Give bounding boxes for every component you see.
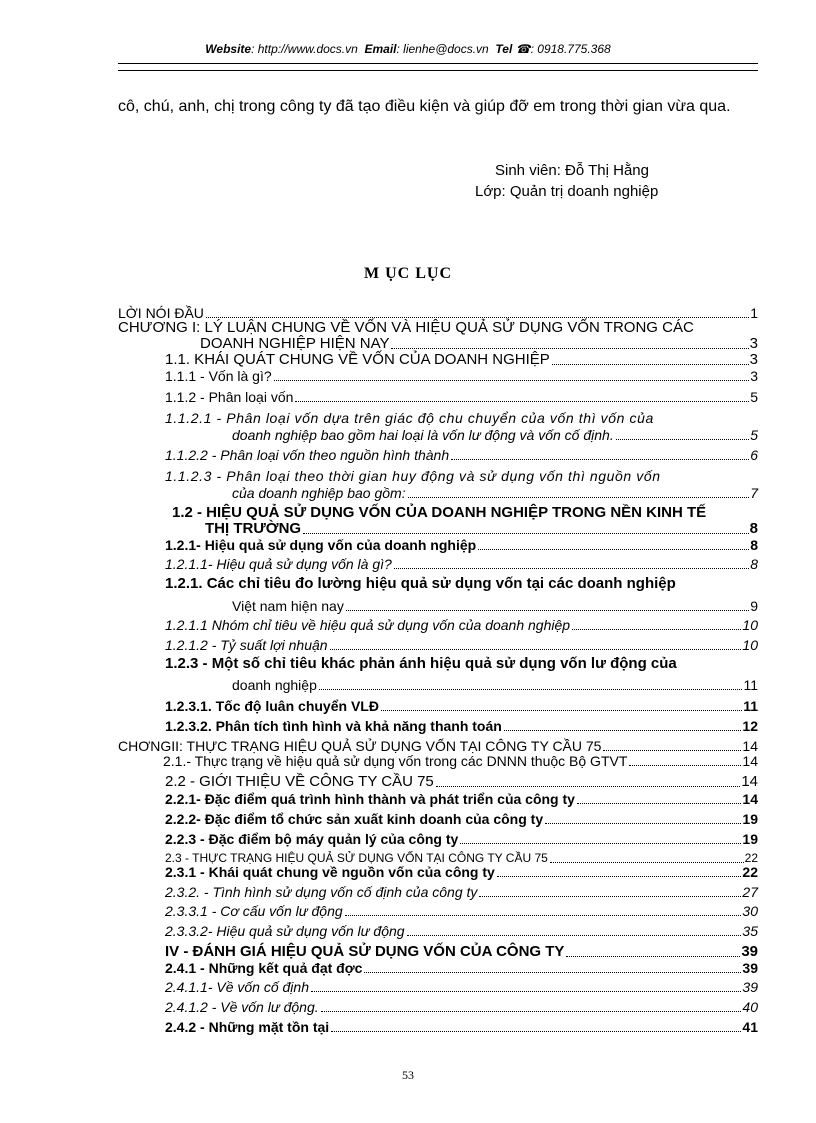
- phone-icon: ☎: [515, 42, 531, 56]
- toc-text: 1.1. KHÁI QUÁT CHUNG VỀ VỐN CỦA DOANH NGHIỆP: [165, 351, 550, 368]
- toc-leader: [381, 710, 742, 711]
- toc-text: 1.1.2.2 - Phân loại vốn theo nguồn hình thành: [165, 447, 450, 463]
- toc-page: 14: [742, 753, 758, 769]
- toc-text: DOANH NGHIỆP HIỆN NAY: [200, 335, 390, 352]
- toc-page: 39: [742, 960, 758, 976]
- toc-leader: [552, 364, 749, 365]
- page-header: [0, 42, 816, 56]
- toc-leader: [391, 348, 748, 349]
- toc-text: 1.2.1.1 Nhóm chỉ tiêu về hiệu quả sử dụng vốn của doanh nghiệp: [165, 617, 571, 633]
- toc-entry[interactable]: [165, 637, 758, 653]
- toc-page: 3: [749, 335, 758, 352]
- toc-entry[interactable]: [165, 410, 654, 426]
- toc-text: 1.2.3.1. Tốc độ luân chuyển VLĐ: [165, 698, 379, 714]
- toc-entry[interactable]: [165, 811, 758, 827]
- toc-leader: [616, 439, 749, 440]
- toc-leader: [295, 401, 749, 402]
- signature-student: Sinh viên: Đỗ Thị Hằng: [495, 162, 649, 179]
- toc-text: 1.2.3 - Một số chỉ tiêu khác phản ánh hiệu quả sử dụng vốn lư động của: [165, 655, 677, 672]
- header-rule: [118, 63, 758, 64]
- toc-entry[interactable]: [232, 598, 758, 614]
- toc-page: 10: [742, 637, 758, 653]
- toc-leader: [364, 972, 741, 973]
- toc-leader: [408, 497, 750, 498]
- toc-entry[interactable]: [165, 960, 758, 976]
- tel-value: : 0918.775.368: [530, 42, 611, 56]
- toc-leader: [577, 803, 741, 804]
- toc-entry[interactable]: [172, 505, 706, 521]
- toc-page: 22: [744, 851, 758, 865]
- toc-leader: [451, 459, 749, 460]
- toc-entry[interactable]: [165, 389, 758, 405]
- toc-entry[interactable]: [165, 923, 758, 939]
- toc-text: doanh nghiệp: [232, 677, 317, 693]
- toc-leader: [394, 568, 749, 569]
- toc-page: 22: [742, 864, 758, 880]
- toc-page: 14: [742, 738, 758, 754]
- toc-page: 8: [749, 520, 758, 537]
- toc-entry[interactable]: [165, 791, 758, 807]
- toc-entry[interactable]: [165, 656, 677, 672]
- toc-text: 1.2 - HIỆU QUẢ SỬ DỤNG VỐN CỦA DOANH NGHIỆP TRONG NỀN KINH TẾ: [172, 504, 707, 521]
- toc-leader: [497, 876, 742, 877]
- toc-page: 27: [742, 884, 758, 900]
- toc-text: 2.4.1.2 - Về vốn lư động.: [165, 999, 319, 1015]
- toc-page: 1: [750, 305, 758, 321]
- toc-page: 10: [742, 617, 758, 633]
- toc-entry[interactable]: [165, 447, 758, 463]
- toc-text: 2.3.3.2- Hiệu quả sử dụng vốn lư động: [165, 923, 405, 939]
- toc-entry[interactable]: [165, 774, 758, 790]
- toc-page: 8: [750, 537, 758, 553]
- toc-text: 1.2.1- Hiệu quả sử dụng vốn của doanh nghiệp: [165, 537, 477, 553]
- toc-page: 39: [742, 979, 758, 995]
- toc-page: 3: [750, 368, 758, 384]
- toc-entry[interactable]: [165, 617, 758, 633]
- toc-text: 1.2.1.2 - Tỷ suất lợi nhuận: [165, 637, 328, 653]
- toc-text: 2.3 - THỰC TRẠNG HIỆU QUẢ SỬ DỤNG VỐN TẠI CÔNG TY CẦU 75: [165, 851, 548, 865]
- toc-leader: [545, 823, 741, 824]
- toc-text: 2.4.1 - Những kết quả đạt đợc: [165, 960, 363, 976]
- tel-label: Tel: [495, 42, 513, 56]
- toc-leader: [629, 765, 741, 766]
- toc-text: Việt nam hiện nay: [232, 598, 344, 614]
- toc-text: 2.1.- Thực trạng về hiệu quả sử dụng vốn trong các DNNN thuộc Bộ GTVT: [163, 753, 628, 769]
- toc-leader: [460, 843, 741, 844]
- toc-text: 1.1.1 - Vốn là gì?: [165, 368, 272, 384]
- toc-page: 30: [742, 903, 758, 919]
- toc-entry[interactable]: [200, 336, 758, 352]
- toc-leader: [330, 649, 742, 650]
- toc-leader: [478, 549, 749, 550]
- toc-text: 2.2.1- Đặc điểm quá trình hình thành và phát triển của công ty: [165, 791, 575, 807]
- toc-leader: [346, 610, 749, 611]
- toc-text: 2.4.1.1- Về vốn cố định: [165, 979, 309, 995]
- toc-leader: [319, 689, 743, 690]
- toc-text: IV - ĐÁNH GIÁ HIỆU QUẢ SỬ DỤNG VỐN CỦA CÔNG TY: [165, 943, 565, 960]
- toc-entry[interactable]: [165, 698, 758, 714]
- toc-entry[interactable]: [165, 864, 758, 880]
- toc-leader: [479, 896, 741, 897]
- toc-page: 19: [742, 811, 758, 827]
- website-label: Website: [205, 42, 252, 56]
- toc-text: doanh nghiệp bao gồm hai loại là vốn lư động và vốn cố định.: [232, 427, 614, 443]
- toc-text: 1.2.1. Các chỉ tiêu đo lường hiệu quả sử dụng vốn tại các doanh nghiệp: [165, 575, 676, 592]
- toc-page: 14: [742, 791, 758, 807]
- toc-page: 11: [743, 698, 758, 714]
- toc-entry[interactable]: [165, 979, 758, 995]
- toc-text: 2.4.2 - Những mặt tồn tại: [165, 1019, 330, 1035]
- toc-text: 1.1.2 - Phân loại vốn: [165, 389, 294, 405]
- toc-entry[interactable]: [205, 521, 758, 537]
- toc-leader: [311, 991, 741, 992]
- toc-entry[interactable]: [165, 576, 676, 592]
- toc-entry[interactable]: [165, 831, 758, 847]
- toc-leader: [603, 750, 741, 751]
- toc-entry[interactable]: [165, 884, 758, 900]
- website-value: : http://www.docs.vn: [251, 42, 358, 56]
- toc-leader: [331, 1031, 741, 1032]
- page-number: 53: [402, 1068, 414, 1082]
- toc-text: CHƯƠNG I: LÝ LUẬN CHUNG VỀ VỐN VÀ HIỆU QUẢ SỬ DỤNG VỐN TRONG CÁC: [118, 319, 694, 336]
- toc-page: 11: [743, 677, 758, 693]
- toc-entry[interactable]: [118, 738, 758, 754]
- toc-leader: [303, 533, 749, 534]
- toc-page: 41: [742, 1019, 758, 1035]
- toc-text: 2.2 - GIỚI THIỆU VỀ CÔNG TY CẦU 75: [165, 773, 434, 790]
- toc-text: 2.3.3.1 - Cơ cấu vốn lư động: [165, 903, 343, 919]
- toc-entry[interactable]: [165, 1019, 758, 1035]
- toc-page: 5: [750, 389, 758, 405]
- toc-entry[interactable]: [232, 677, 758, 693]
- toc-leader: [321, 1011, 742, 1012]
- toc-page: 35: [742, 923, 758, 939]
- toc-entry[interactable]: [165, 468, 661, 484]
- signature-class: Lớp: Quản trị doanh nghiệp: [475, 183, 659, 200]
- toc-entry[interactable]: [165, 718, 758, 734]
- toc-text: LỜI NÓI ĐẦU: [118, 305, 204, 321]
- toc-leader: [436, 786, 741, 787]
- body-paragraph: cô, chú, anh, chị trong công ty đã tạo điều kiện và giúp đỡ em trong thời gian vừa qua.: [118, 98, 731, 115]
- toc-leader: [206, 317, 749, 318]
- toc-entry[interactable]: [163, 753, 758, 769]
- toc-entry[interactable]: [232, 427, 758, 443]
- toc-entry[interactable]: [165, 999, 758, 1015]
- toc-title: M ỤC LỤC: [364, 265, 452, 282]
- toc-text: của doanh nghiệp bao gồm:: [232, 485, 406, 501]
- email-value: : lienhe@docs.vn: [396, 42, 489, 56]
- toc-entry[interactable]: [165, 352, 758, 368]
- toc-entry[interactable]: [165, 903, 758, 919]
- toc-text: THỊ TRƯỜNG: [205, 520, 302, 537]
- toc-text: 2.2.2- Đặc điểm tổ chức sản xuất kinh doanh của công ty: [165, 811, 544, 827]
- toc-page: 19: [742, 831, 758, 847]
- toc-text: 1.2.3.2. Phân tích tình hình và khả năng thanh toán: [165, 718, 502, 734]
- toc-text: CHƠNGII: THỰC TRẠNG HIỆU QUẢ SỬ DỤNG VỐN TẠI CÔNG TY CẦU 75: [118, 738, 602, 754]
- toc-text: 1.1.2.3 - Phân loại theo thời gian huy động và sử dụng vốn thì nguồn vốn: [165, 468, 661, 484]
- toc-text: 2.3.1 - Khái quát chung về nguồn vốn của công ty: [165, 864, 495, 880]
- toc-entry[interactable]: [165, 556, 758, 572]
- toc-entry[interactable]: [232, 485, 758, 501]
- toc-page: 5: [750, 427, 758, 443]
- toc-leader: [566, 956, 740, 957]
- header-rule-2: [118, 70, 758, 71]
- toc-leader: [550, 862, 744, 863]
- toc-page: 12: [742, 718, 758, 734]
- email-label: Email: [364, 42, 397, 56]
- toc-leader: [572, 629, 741, 630]
- toc-entry[interactable]: [165, 944, 758, 960]
- toc-entry[interactable]: [165, 368, 758, 384]
- toc-leader: [504, 730, 742, 731]
- toc-page: 6: [750, 447, 758, 463]
- toc-page: 3: [749, 351, 758, 368]
- toc-page: 8: [750, 556, 758, 572]
- toc-entry[interactable]: [165, 537, 758, 553]
- toc-text: 1.2.1.1- Hiệu quả sử dụng vốn là gì?: [165, 556, 392, 572]
- toc-text: 2.3.2. - Tình hình sử dụng vốn cố định của công ty: [165, 884, 478, 900]
- toc-leader: [274, 380, 750, 381]
- toc-page: 39: [741, 943, 758, 960]
- toc-text: 2.2.3 - Đặc điểm bộ máy quản lý của công ty: [165, 831, 459, 847]
- toc-page: 7: [750, 485, 758, 501]
- toc-leader: [345, 915, 742, 916]
- toc-entry[interactable]: [118, 320, 694, 336]
- toc-page: 40: [742, 999, 758, 1015]
- toc-text: 1.1.2.1 - Phân loại vốn dựa trên giác độ chu chuyển của vốn thì vốn của: [165, 410, 654, 426]
- toc-page: 14: [741, 773, 758, 790]
- toc-page: 9: [750, 598, 758, 614]
- toc-leader: [407, 935, 742, 936]
